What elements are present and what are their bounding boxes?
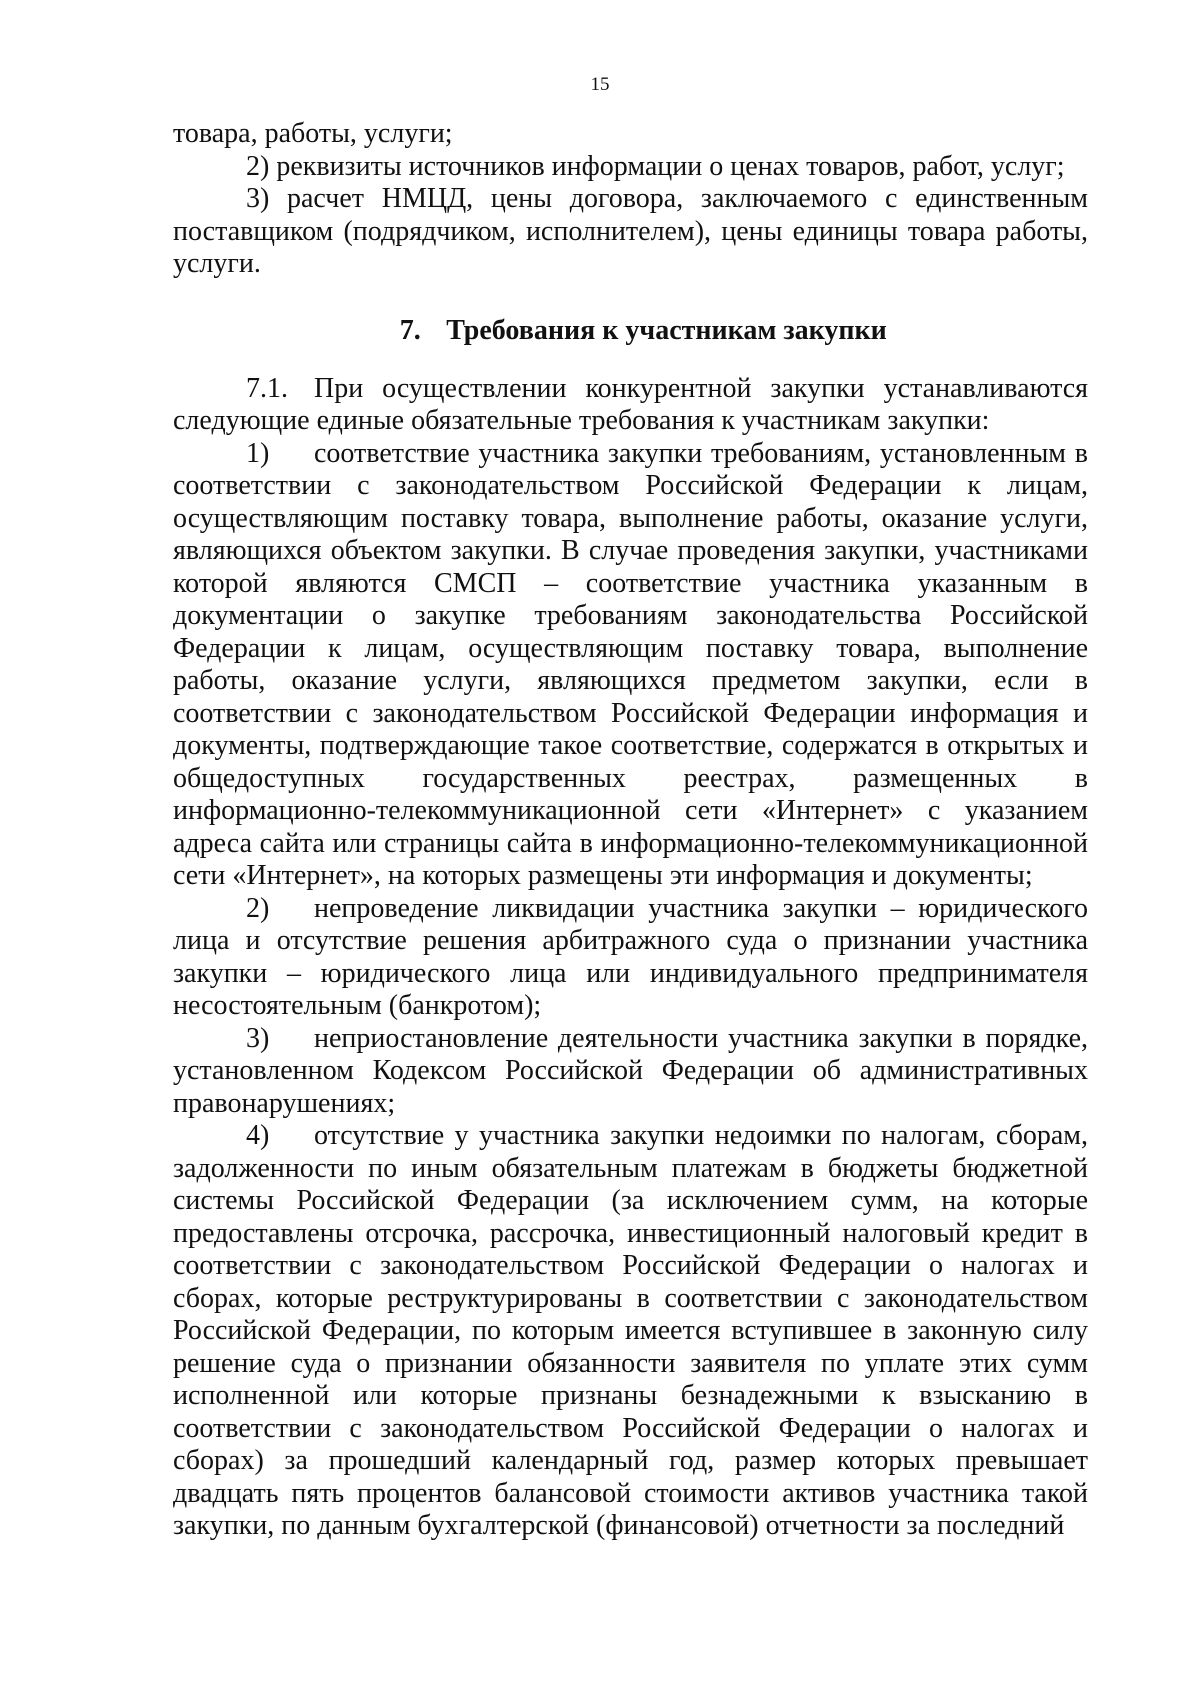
document-body xyxy=(173,118,1088,1543)
list-item-number: 3) xyxy=(246,1022,270,1054)
list-item xyxy=(173,893,1088,1023)
list-item xyxy=(173,1023,1088,1121)
clause-7-1 xyxy=(173,373,1088,438)
list-item-number: 1) xyxy=(246,437,270,469)
list-item-text: соответствие участника закупки требованиям, установленным в соответствии с законодательством Российской Федерации к лицам, осуществляющим поставку товара, выполнение работы, оказание услуги, являющихся объектом закупки. В случае проведения закупки, участниками которой являются СМСП – соответствие участника указанным в документации о закупке требованиям законодательства Российской Федерации к лицам, осуществляющим поставку товара, выполнение работы, оказание услуги, являющихся предметом закупки, если в соответствии с законодательством Российской Федерации информация и документы, подтверждающие такое соответствие, содержатся в открытых и общедоступных государственных реестрах, размещенных в информационно-телекоммуникационной сети «Интернет» с указанием адреса сайта или страницы сайта в информационно-телекоммуникационной сети «Интернет», на которых размещены эти информация и документы; xyxy=(173,437,1088,891)
page-number: 15 xyxy=(590,74,610,95)
list-item-text: неприостановление деятельности участника закупки в порядке, установленном Кодексом Российской Федерации об административных правонарушениях; xyxy=(173,1022,1088,1119)
list-item-text: непроведение ликвидации участника закупки – юридического лица и отсутствие решения арбитражного суда о признании участника закупки – юридического лица или индивидуального предпринимателя несостоятельным (банкротом); xyxy=(173,892,1088,1021)
list-item-text: отсутствие у участника закупки недоимки по налогам, сборам, задолженности по иным обязательным платежам в бюджеты бюджетной системы Российской Федерации (за исключением сумм, на которые предоставлены отсрочка, рассрочка, инвестиционный налоговый кредит в соответствии с законодательством Российской Федерации о налогах и сборах, которые реструктурированы в соответствии с законодательством Российской Федерации, по которым имеется вступившее в законную силу решение суда о признании обязанности заявителя по уплате этих сумм исполненной или которые признаны безнадежными к взысканию в соответствии с законодательством Российской Федерации о налогах и сборах) за прошедший календарный год, размер которых превышает двадцать пять процентов балансовой стоимости активов участника такой закупки, по данным бухгалтерской (финансовой) отчетности за последний xyxy=(173,1120,1088,1541)
section-title: Требования к участникам закупки xyxy=(446,314,887,346)
list-item-number: 2) xyxy=(246,892,270,924)
clause-number: 7.1. xyxy=(246,372,288,404)
section-number: 7. xyxy=(399,314,421,346)
clause-text: При осуществлении конкурентной закупки устанавливаются следующие единые обязательные требования к участникам закупки: xyxy=(173,372,1088,436)
paragraph-item-3-calculation: 3) расчет НМЦД, цены договора, заключаемого с единственным поставщиком (подрядчиком, исполнителем), цены единицы товара работы, услуги. xyxy=(173,183,1088,279)
list-item-number: 4) xyxy=(246,1120,270,1151)
paragraph-item-2-requisites: 2) реквизиты источников информации о ценах товаров, работ, услуг; xyxy=(246,150,1065,182)
paragraph-continuation: товара, работы, услуги; xyxy=(173,118,453,149)
list-item xyxy=(173,1120,1088,1543)
list-item xyxy=(173,438,1088,893)
section-heading xyxy=(173,315,1088,347)
